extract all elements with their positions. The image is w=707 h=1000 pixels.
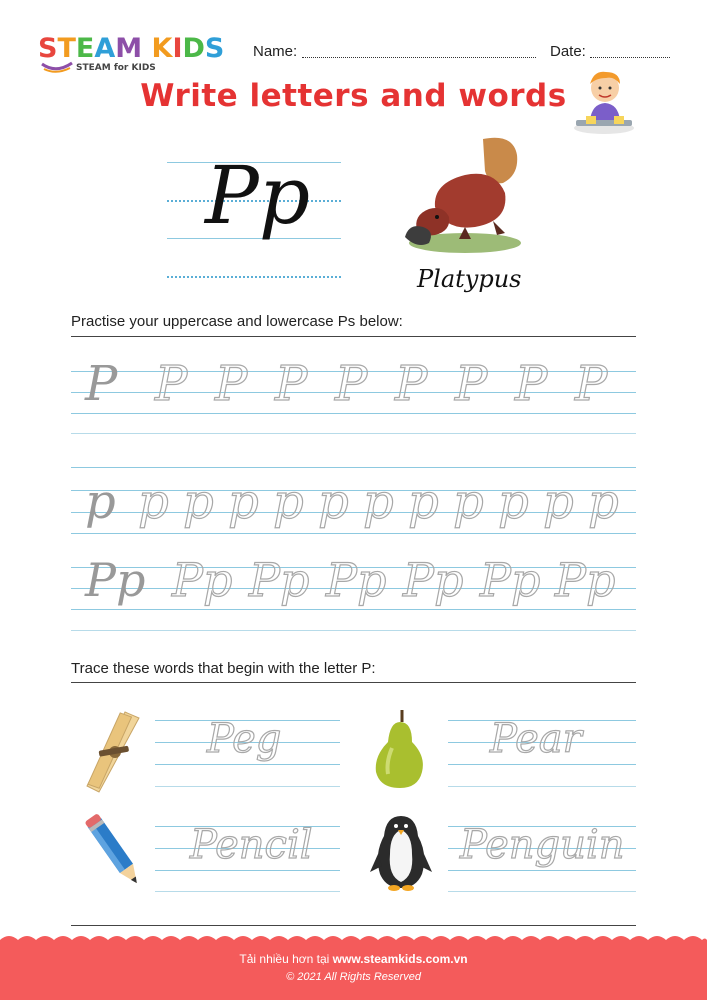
section1-rule: [71, 336, 636, 337]
trace-pair: Pp: [480, 553, 541, 607]
trace-word: Pencil: [190, 822, 313, 868]
trace-word: Pear: [490, 716, 582, 762]
pear-icon: [372, 708, 428, 790]
trace-letter-lower: p: [318, 474, 349, 530]
trace-pair: Pp: [326, 553, 387, 607]
trace-letter-lower: p: [138, 474, 169, 530]
logo-swoosh-icon: [40, 60, 74, 74]
trace-letter-upper: P: [275, 356, 308, 412]
section2-rule: [71, 682, 636, 683]
trace-letter-lower: p: [588, 474, 619, 530]
logo-subtitle: STEAM for KIDS: [76, 63, 156, 73]
page-title: Write letters and words: [140, 78, 567, 114]
uppercase-lowercase-instruction: Practise your uppercase and lowercase Ps below:: [71, 313, 403, 330]
platypus-label: Platypus: [417, 265, 522, 293]
footer: [0, 940, 707, 1000]
guide-line: [71, 467, 636, 468]
trace-pair: Pp: [249, 553, 310, 607]
child-writing-icon: [568, 66, 640, 138]
footer-site-link[interactable]: www.steamkids.com.vn: [332, 952, 468, 966]
trace-letter-upper: P: [335, 356, 368, 412]
big-letters-pp: Pp: [205, 149, 311, 242]
trace-word: Penguin: [460, 822, 625, 868]
bottom-rule: [71, 925, 636, 926]
trace-letter-lower: p: [543, 474, 574, 530]
trace-words-instruction: Trace these words that begin with the letter P:: [71, 660, 376, 677]
steamkids-logo: [38, 34, 238, 78]
trace-letter-lower: p: [85, 474, 116, 530]
trace-letter-upper: P: [455, 356, 488, 412]
name-line[interactable]: [302, 57, 536, 58]
trace-letter-lower: p: [408, 474, 439, 530]
trace-letter-lower: p: [453, 474, 484, 530]
date-label: Date:: [550, 43, 586, 60]
trace-letter-lower: p: [183, 474, 214, 530]
footer-download: Tải nhiều hơn tại www.steamkids.com.vn: [239, 952, 468, 966]
trace-letter-upper: P: [395, 356, 428, 412]
trace-letter-upper: P: [515, 356, 548, 412]
footer-copyright: © 2021 All Rights Reserved: [286, 971, 421, 983]
trace-word: Peg: [207, 716, 282, 762]
trace-pair: Pp: [85, 553, 146, 607]
logo-text: STEAM KIDS: [38, 33, 225, 64]
name-label: Name:: [253, 43, 298, 60]
trace-letter-lower: p: [363, 474, 394, 530]
clothes-peg-icon: [85, 710, 145, 794]
trace-pair: Pp: [172, 553, 233, 607]
trace-letter-lower: p: [228, 474, 259, 530]
penguin-icon: [370, 814, 432, 892]
trace-pair: Pp: [555, 553, 616, 607]
platypus-icon: [405, 135, 525, 260]
trace-letter-upper: P: [575, 356, 608, 412]
pencil-icon: [85, 810, 145, 894]
trace-letter-lower: p: [273, 474, 304, 530]
trace-letter-upper: P: [215, 356, 248, 412]
trace-pair: Pp: [403, 553, 464, 607]
trace-letter-upper: P: [155, 356, 188, 412]
trace-letter-lower: p: [498, 474, 529, 530]
date-line[interactable]: [590, 57, 670, 58]
trace-letter-upper: P: [85, 356, 118, 412]
